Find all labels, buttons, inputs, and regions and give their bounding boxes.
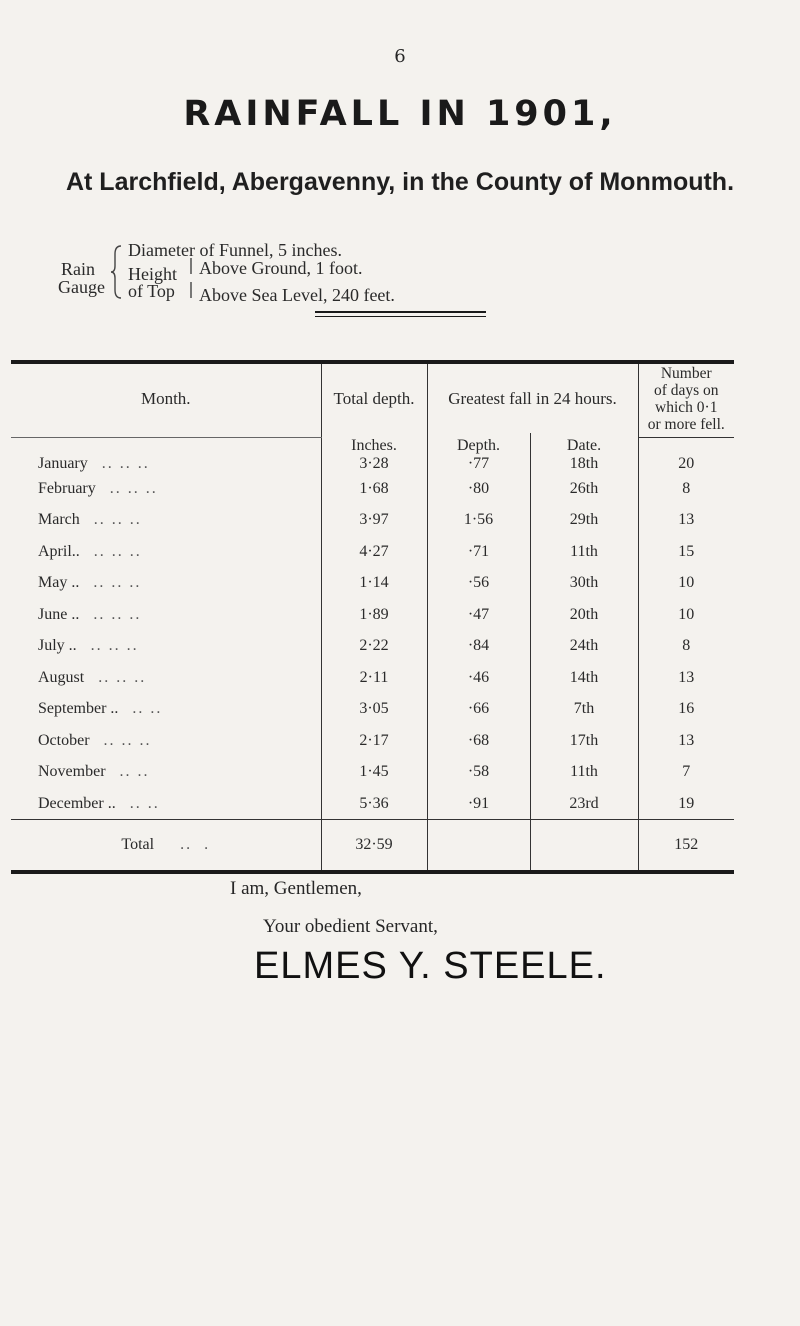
month-label: June .. xyxy=(38,605,80,623)
date-cell: 7th xyxy=(530,694,638,726)
header-days xyxy=(638,362,734,433)
month-label: November xyxy=(38,763,106,781)
leader-dots: .. .. xyxy=(119,763,150,781)
table-row xyxy=(11,757,734,789)
depth-cell: ·80 xyxy=(427,473,530,505)
days-cell: 13 xyxy=(638,662,734,694)
month-cell xyxy=(11,662,321,694)
leader-dots: .. .. xyxy=(132,700,163,718)
month-cell xyxy=(11,536,321,568)
rain-label: Rain xyxy=(61,259,95,279)
page-subtitle: At Larchfield, Abergavenny, in the County of Monmouth. xyxy=(65,168,735,196)
page-number: 6 xyxy=(394,46,406,67)
month-cell xyxy=(11,694,321,726)
height-label: Height xyxy=(128,264,177,284)
height-label: of Top xyxy=(128,281,175,301)
table-header-row xyxy=(11,362,734,433)
leader-dots: .. .. xyxy=(129,794,160,812)
depth-cell: ·91 xyxy=(427,788,530,820)
days-cell: 8 xyxy=(638,631,734,663)
month-label: February xyxy=(38,479,96,497)
date-cell: 29th xyxy=(530,505,638,537)
total-cell: 1·68 xyxy=(321,473,427,505)
valediction: Your obedient Servant, xyxy=(263,916,438,937)
table-row xyxy=(11,631,734,663)
table-row xyxy=(11,568,734,600)
depth-cell: 1·56 xyxy=(427,505,530,537)
above-sea-level: Above Sea Level, 240 feet. xyxy=(199,285,395,305)
days-cell: 8 xyxy=(638,473,734,505)
month-label: January xyxy=(38,455,88,472)
leader-dots: .. .. .. xyxy=(103,731,152,749)
total-cell: 4·27 xyxy=(321,536,427,568)
date-cell: 11th xyxy=(530,757,638,789)
month-label: July .. xyxy=(38,637,77,655)
header-month: Month. xyxy=(11,362,321,433)
depth-cell: ·46 xyxy=(427,662,530,694)
units-depth-label: Depth. xyxy=(456,437,501,454)
gauge-label: Gauge xyxy=(58,277,105,297)
divider-rule xyxy=(315,311,486,313)
leader-dots: .. .. .. xyxy=(93,511,142,529)
date-cell: 17th xyxy=(530,725,638,757)
header-total-depth: Total depth. xyxy=(321,362,427,433)
month-label: May .. xyxy=(38,574,80,592)
divider-rule xyxy=(315,316,486,317)
total-cell: 1·14 xyxy=(321,568,427,600)
total-cell: 1·45 xyxy=(321,757,427,789)
date-cell: 20th xyxy=(530,599,638,631)
days-cell: 13 xyxy=(638,505,734,537)
depth-cell: ·47 xyxy=(427,599,530,631)
month-cell xyxy=(11,437,321,473)
days-cell: 20 xyxy=(638,437,734,473)
total-cell: 3·97 xyxy=(321,505,427,537)
month-label: April.. xyxy=(38,542,80,560)
month-cell xyxy=(11,757,321,789)
month-cell xyxy=(11,505,321,537)
signature: ELMES Y. STEELE. xyxy=(254,945,607,987)
table-row xyxy=(11,505,734,537)
total-depth-cell: 32·59 xyxy=(321,820,427,872)
month-cell xyxy=(11,473,321,505)
units-inches xyxy=(321,437,427,473)
leader-dots: .. .. .. xyxy=(93,542,142,560)
total-dots: .. xyxy=(180,835,193,853)
depth-cell: ·77 xyxy=(467,455,490,472)
empty-cell xyxy=(530,820,638,872)
days-cell: 16 xyxy=(638,694,734,726)
depth-cell: ·68 xyxy=(427,725,530,757)
days-cell: 7 xyxy=(638,757,734,789)
brace-icon xyxy=(110,244,124,300)
month-cell xyxy=(11,725,321,757)
empty-cell xyxy=(427,820,530,872)
depth-cell: ·58 xyxy=(427,757,530,789)
total-cell: 2·17 xyxy=(321,725,427,757)
leader-dots: .. .. .. xyxy=(98,668,147,686)
month-label: December .. xyxy=(38,794,116,812)
units-row xyxy=(11,437,734,473)
total-dot: . xyxy=(204,835,211,853)
date-cell: 23rd xyxy=(530,788,638,820)
table-row xyxy=(11,599,734,631)
units-date xyxy=(530,437,638,473)
leader-dots: .. .. .. xyxy=(93,605,142,623)
header-days-line: Number xyxy=(660,364,712,382)
month-label: September .. xyxy=(38,700,119,718)
leader-dots: .. .. .. xyxy=(93,574,142,592)
table-row xyxy=(11,725,734,757)
date-cell: 18th xyxy=(569,455,599,472)
leader-dots: .. .. .. xyxy=(101,455,150,472)
date-cell: 14th xyxy=(530,662,638,694)
header-days-line: of days on xyxy=(653,381,719,399)
units-inches-label: Inches. xyxy=(351,437,397,454)
month-cell xyxy=(11,568,321,600)
total-label: Total xyxy=(121,835,155,853)
table-body xyxy=(11,473,734,820)
depth-cell: ·71 xyxy=(427,536,530,568)
header-days-line: which 0·1 xyxy=(655,398,718,416)
depth-cell: ·66 xyxy=(427,694,530,726)
rainfall-table xyxy=(11,360,734,874)
table-row xyxy=(11,473,734,505)
leader-dots: .. .. .. xyxy=(90,637,139,655)
total-label-cell xyxy=(11,820,321,872)
units-depth xyxy=(427,437,530,473)
depth-cell: ·84 xyxy=(427,631,530,663)
header-greatest-fall: Greatest fall in 24 hours. xyxy=(427,362,638,433)
header-days-line: or more fell. xyxy=(647,415,725,433)
month-cell xyxy=(11,599,321,631)
date-cell: 11th xyxy=(530,536,638,568)
page-title: RAINFALL IN 1901, xyxy=(183,94,617,134)
date-cell: 24th xyxy=(530,631,638,663)
month-label: March xyxy=(38,511,80,529)
funnel-diameter: Diameter of Funnel, 5 inches. xyxy=(128,240,342,260)
total-cell: 2·22 xyxy=(321,631,427,663)
date-cell: 30th xyxy=(530,568,638,600)
days-cell: 10 xyxy=(638,599,734,631)
above-ground: Above Ground, 1 foot. xyxy=(199,258,363,278)
month-cell xyxy=(11,788,321,820)
closing-line: I am, Gentlemen, xyxy=(230,878,362,899)
table-row xyxy=(11,788,734,820)
total-cell: 1·89 xyxy=(321,599,427,631)
total-cell: 5·36 xyxy=(321,788,427,820)
month-cell xyxy=(11,631,321,663)
days-cell: 15 xyxy=(638,536,734,568)
month-label: August xyxy=(38,668,85,686)
total-cell: 3·28 xyxy=(359,455,389,472)
days-cell: 10 xyxy=(638,568,734,600)
total-row xyxy=(11,820,734,872)
days-cell: 13 xyxy=(638,725,734,757)
table-row xyxy=(11,662,734,694)
table-row xyxy=(11,694,734,726)
month-label: October xyxy=(38,731,90,749)
days-cell: 19 xyxy=(638,788,734,820)
total-cell: 3·05 xyxy=(321,694,427,726)
table-row xyxy=(11,536,734,568)
leader-dots: .. .. .. xyxy=(109,479,158,497)
total-cell: 2·11 xyxy=(321,662,427,694)
depth-cell: ·56 xyxy=(427,568,530,600)
date-cell: 26th xyxy=(530,473,638,505)
total-days-cell: 152 xyxy=(638,820,734,872)
units-date-label: Date. xyxy=(566,437,602,454)
